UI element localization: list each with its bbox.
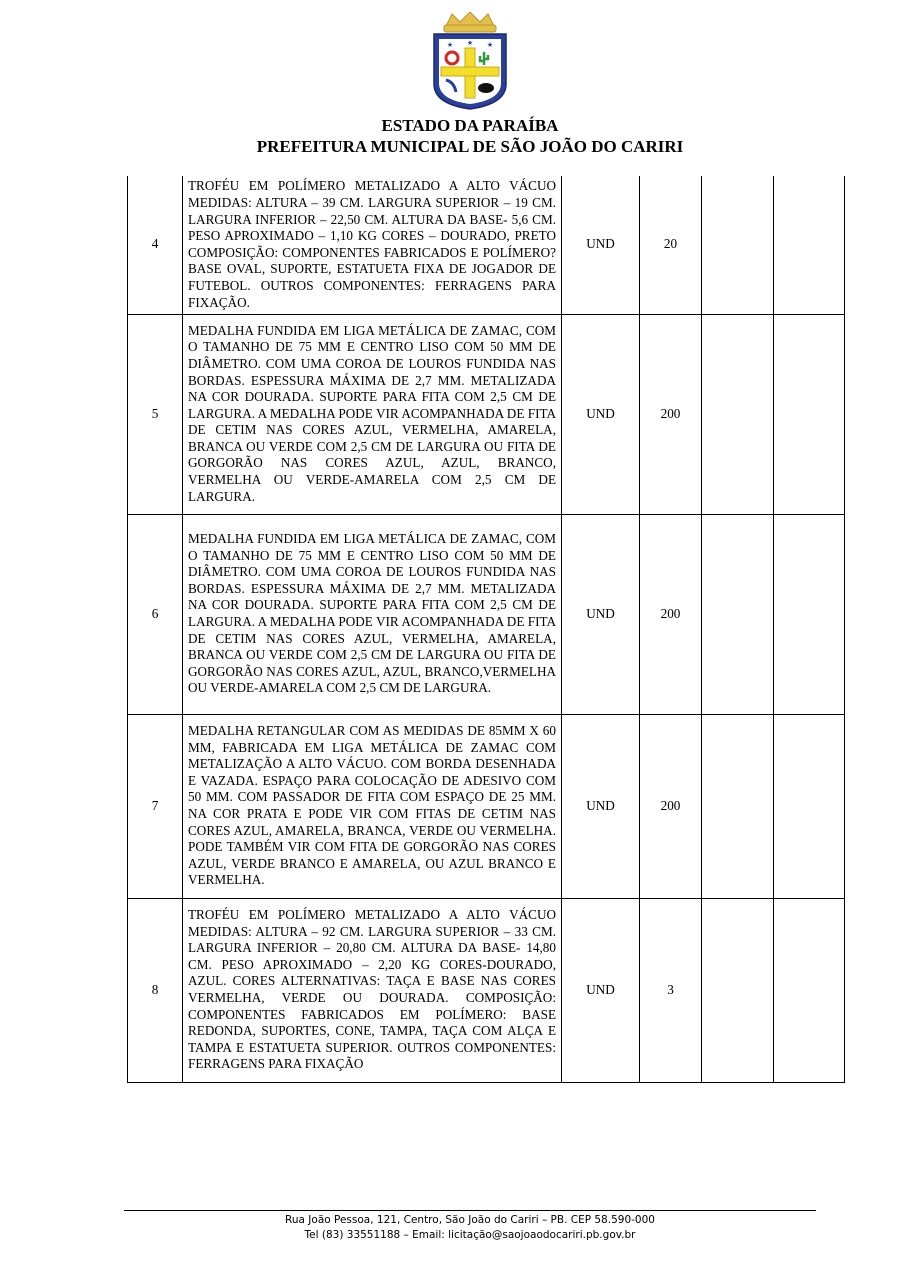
item-quantity: 200: [640, 514, 702, 714]
header-municipality: PREFEITURA MUNICIPAL DE SÃO JOÃO DO CARIRI: [256, 137, 684, 156]
item-unit: UND: [562, 176, 640, 314]
empty-cell: [702, 714, 774, 898]
item-quantity: 200: [640, 314, 702, 514]
empty-cell: [774, 176, 845, 314]
item-unit: UND: [562, 314, 640, 514]
item-description: TROFÉU EM POLÍMERO METALIZADO A ALTO VÁCUO MEDIDAS: ALTURA – 39 CM. LARGURA SUPERIOR – 19 CM. LARGURA INFERIOR – 22,50 CM. ALTURA DA BASE- 5,6 CM. PESO APROXIMADO – 1,10 KG CORES – DOURADO, PRETO COMPOSIÇÃO: COMPONENTES FABRICADOS E POLÍMERO? BASE OVAL, SUPORTE, ESTATUETA FIXA DE JOGADOR DE FUTEBOL. OUTROS COMPONENTES: FERRAGENS PARA FIXAÇÃO.: [183, 176, 562, 314]
item-unit: UND: [562, 714, 640, 898]
footer-contact: Tel (83) 33551188 – Email: licitação@saojoaodocariri.pb.gov.br: [304, 1229, 636, 1241]
footer-divider: [124, 1210, 816, 1211]
empty-cell: [702, 514, 774, 714]
table-row: [128, 314, 845, 514]
empty-cell: [702, 314, 774, 514]
item-description: MEDALHA FUNDIDA EM LIGA METÁLICA DE ZAMAC, COM O TAMANHO DE 75 MM E CENTRO LISO COM 50 MM DE DIÂMETRO. COM UMA COROA DE LOUROS FUNDIDA NAS BORDAS. ESPESSURA MÁXIMA DE 2,7 MM. METALIZADA NA COR DOURADA. SUPORTE PARA FITA COM 2,5 CM DE LARGURA. A MEDALHA PODE VIR ACOMPANHADA DE FITA DE CETIM NAS CORES AZUL, VERMELHA, AMARELA, BRANCA OU VERDE COM 2,5 CM DE LARGURA OU FITA DE GORGORÃO NAS CORES AZUL, AZUL, BRANCO,VERMELHA OU VERDE-AMARELA COM 2,5 CM DE LARGURA.: [183, 514, 562, 714]
empty-cell: [702, 176, 774, 314]
item-number: 8: [128, 898, 183, 1082]
empty-cell: [774, 514, 845, 714]
svg-text:★: ★: [446, 41, 454, 49]
table-row: [128, 714, 845, 898]
item-number: 5: [128, 314, 183, 514]
item-number: 7: [128, 714, 183, 898]
header-state: ESTADO DA PARAÍBA: [381, 116, 559, 135]
item-unit: UND: [562, 898, 640, 1082]
empty-cell: [774, 898, 845, 1082]
item-quantity: 200: [640, 714, 702, 898]
item-number: 6: [128, 514, 183, 714]
svg-text:★: ★: [466, 39, 474, 47]
item-number: 4: [128, 176, 183, 314]
item-quantity: 3: [640, 898, 702, 1082]
table-row: [128, 176, 845, 314]
empty-cell: [702, 898, 774, 1082]
item-quantity: 20: [640, 176, 702, 314]
svg-text:★: ★: [486, 41, 494, 49]
empty-cell: [774, 314, 845, 514]
items-table: [127, 176, 845, 1083]
table-row: [128, 898, 845, 1082]
item-description: MEDALHA FUNDIDA EM LIGA METÁLICA DE ZAMAC, COM O TAMANHO DE 75 MM E CENTRO LISO COM 50 MM DE DIÂMETRO. COM UMA COROA DE LOUROS FUNDIDA NAS BORDAS. ESPESSURA MÁXIMA DE 2,7 MM. METALIZADA NA COR DOURADA. SUPORTE PARA FITA COM 2,5 CM DE LARGURA. A MEDALHA PODE VIR ACOMPANHADA DE FITA DE CETIM NAS CORES AZUL, VERMELHA, AMARELA, BRANCA OU VERDE COM 2,5 CM DE LARGURA OU FITA DE GORGORÃO NAS CORES AZUL, AZUL, BRANCO, VERMELHA OU VERDE-AMARELA COM 2,5 CM DE LARGURA.: [183, 314, 562, 514]
table-row: [128, 514, 845, 714]
item-unit: UND: [562, 514, 640, 714]
item-description: MEDALHA RETANGULAR COM AS MEDIDAS DE 85MM X 60 MM, FABRICADA EM LIGA METÁLICA DE ZAMAC COM METALIZAÇÃO A ALTO VÁCUO. COM BORDA DESENHADA E VAZADA. ESPAÇO PARA COLOCAÇÃO DE ADESIVO COM 50 MM. COM PASSADOR DE FITA COM ESPAÇO DE 25 MM. NA COR PRATA E PODE VIR COM FITAS DE CETIM NAS CORES AZUL, AMARELA, BRANCA, VERDE OU VERMELHA. PODE TAMBÉM VIR COM FITA DE GORGORÃO NAS CORES AZUL, VERDE BRANCO E AMARELA, OU AZUL BRANCO E VERMELHA.: [183, 714, 562, 898]
item-description: TROFÉU EM POLÍMERO METALIZADO A ALTO VÁCUO MEDIDAS: ALTURA – 92 CM. LARGURA SUPERIOR – 33 CM. LARGURA INFERIOR – 20,80 CM. ALTURA DA BASE- 14,80 CM. PESO APROXIMADO – 2,20 KG CORES-DOURADO, AZUL. CORES ALTERNATIVAS: TAÇA E BASE NAS CORES VERMELHA, VERDE OU DOURADA. COMPOSIÇÃO: COMPONENTES FABRICADOS EM POLÍMERO: BASE REDONDA, SUPORTES, CONE, TAMPA, TAÇA COM ALÇA E TAMPA E ESTATUETA SUPERIOR. OUTROS COMPONENTES: FERRAGENS PARA FIXAÇÃO: [183, 898, 562, 1082]
footer-address: Rua João Pessoa, 121, Centro, São João do Cariri – PB. CEP 58.590-000: [285, 1214, 655, 1226]
empty-cell: [774, 714, 845, 898]
municipal-crest-icon: [428, 12, 512, 110]
